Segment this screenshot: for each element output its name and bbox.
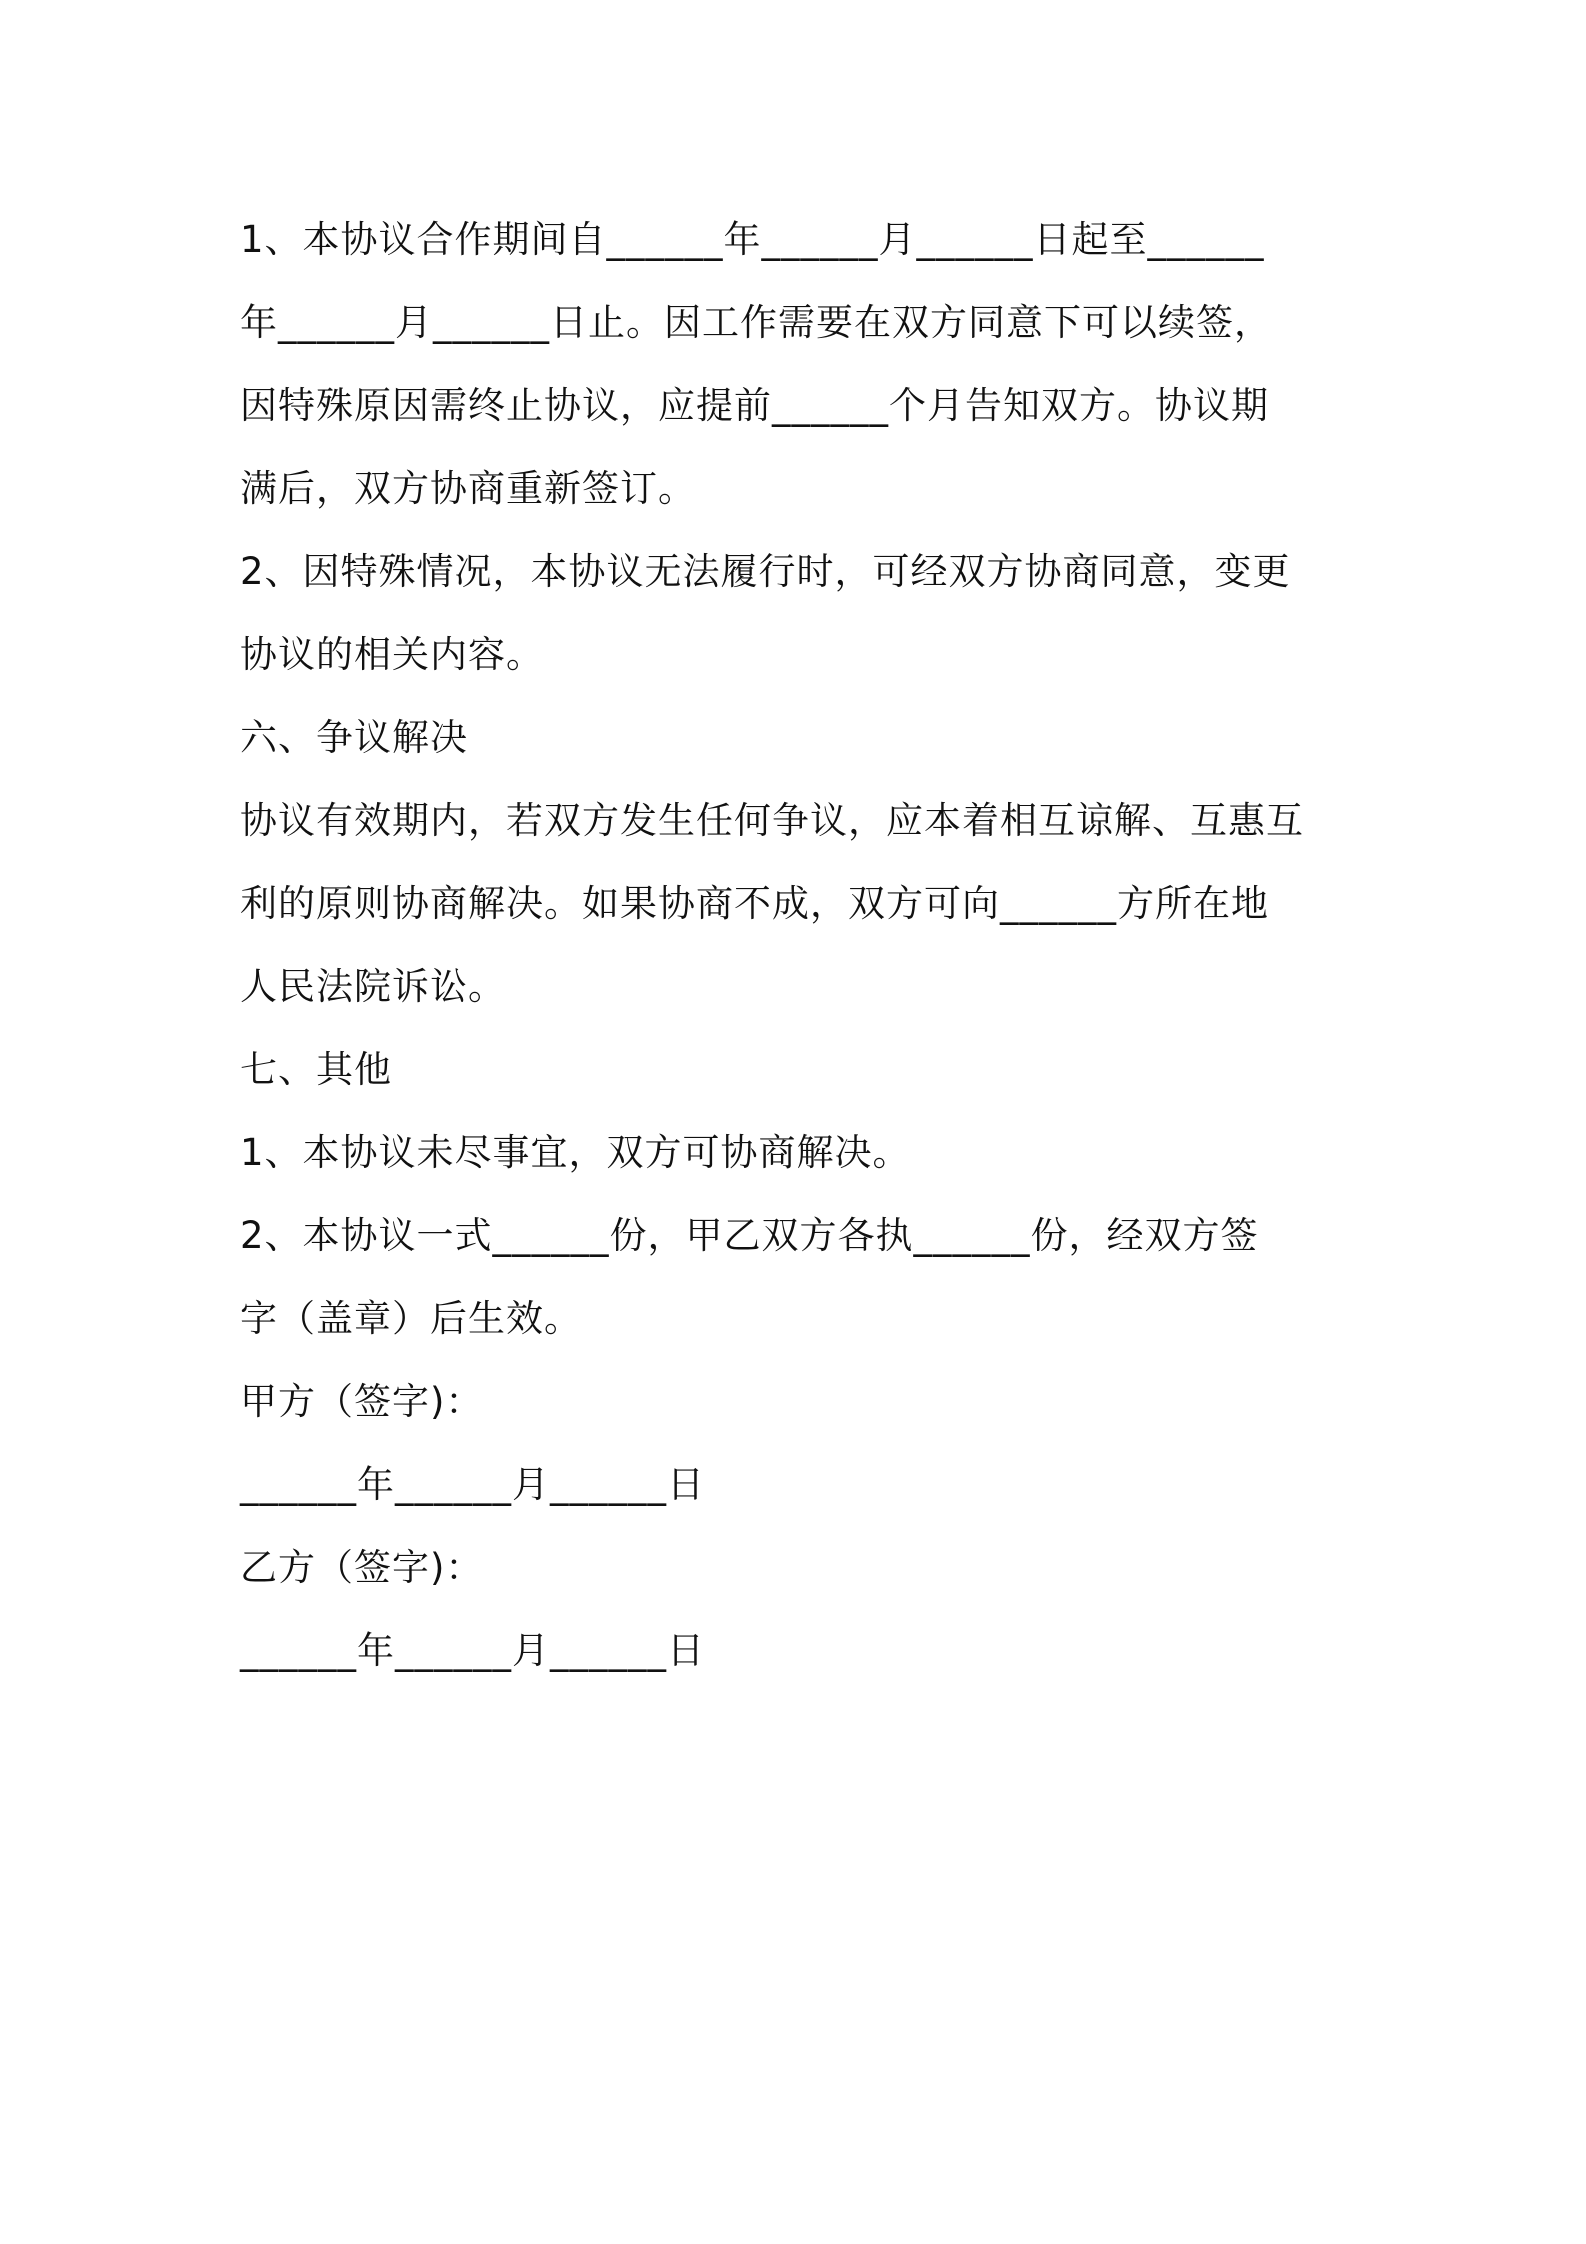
- other-term-2-line-1: 2、本协议一式______份，甲乙双方各执______份，经双方签: [240, 1214, 1259, 1257]
- dispute-line-1: 协议有效期内，若双方发生任何争议，应本着相互谅解、互惠互: [240, 799, 1304, 842]
- term-1-line-3: 因特殊原因需终止协议，应提前______个月告知双方。协议期: [240, 384, 1269, 427]
- party-b-signature-label: 乙方（签字)：: [240, 1546, 484, 1589]
- term-2-line-1: 2、因特殊情况，本协议无法履行时，可经双方协商同意，变更: [240, 550, 1291, 593]
- section-heading-dispute: 六、争议解决: [240, 716, 468, 759]
- dispute-line-2: 利的原则协商解决。如果协商不成，双方可向______方所在地: [240, 882, 1269, 925]
- term-2-line-2: 协议的相关内容。: [240, 633, 544, 676]
- term-1-line-2: 年______月______日止。因工作需要在双方同意下可以续签，: [240, 301, 1272, 344]
- dispute-line-3: 人民法院诉讼。: [240, 965, 506, 1008]
- other-term-2-line-2: 字（盖章）后生效。: [240, 1297, 582, 1340]
- party-b-date-line: ______年______月______日: [240, 1629, 705, 1672]
- section-heading-other: 七、其他: [240, 1048, 392, 1091]
- term-1-line-4: 满后，双方协商重新签订。: [240, 467, 696, 510]
- party-a-date-line: ______年______月______日: [240, 1463, 705, 1506]
- other-term-1: 1、本协议未尽事宜，双方可协商解决。: [240, 1131, 911, 1174]
- party-a-signature-label: 甲方（签字)：: [240, 1380, 484, 1423]
- document-page: [240, 198, 1360, 1692]
- term-1-line-1: 1、本协议合作期间自______年______月______日起至______: [240, 218, 1265, 261]
